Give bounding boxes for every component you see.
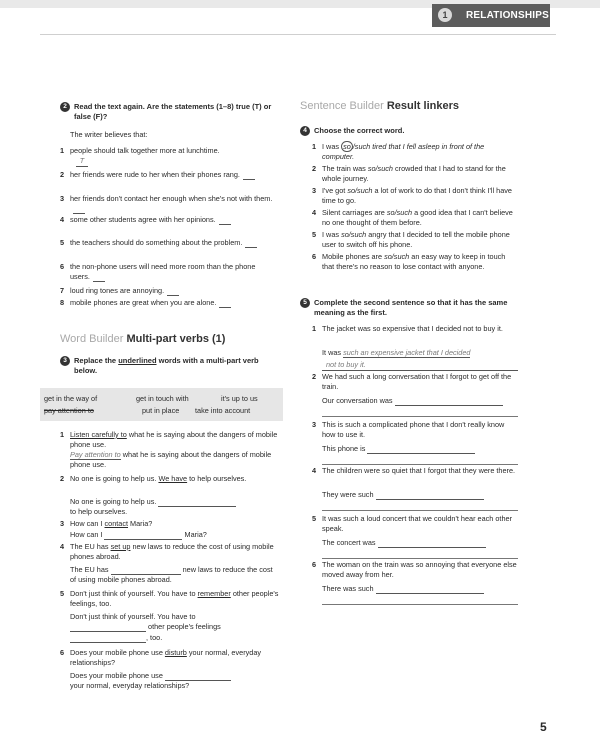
item-text: her friends don't contact her enough when she's not with them. <box>70 194 273 203</box>
item-text: The woman on the train was so annoying that everyone else moved away from her. <box>322 560 517 579</box>
instruction-underlined: underlined <box>118 356 157 365</box>
word-box-item-used: pay attention to <box>44 406 94 415</box>
item-text: Mobile phones are <box>322 252 385 261</box>
answer-line[interactable] <box>322 558 518 559</box>
item-text: Don't just think of yourself. You have to <box>70 612 196 621</box>
item-text: It was such a loud concert that we couldn't hear each other speak. <box>322 514 513 533</box>
exercise-number: 3 <box>60 356 70 366</box>
item-text: loud ring tones are annoying. <box>70 286 165 295</box>
word-box-item: it's up to us <box>221 394 258 403</box>
word-builder-heading <box>60 333 225 346</box>
word-box-item: put in place <box>142 406 180 415</box>
exercise-3-item-3-stem <box>70 530 207 540</box>
item-number: 3 <box>312 186 317 195</box>
answer-blank[interactable] <box>158 506 236 507</box>
underlined-phrase: contact <box>104 519 129 528</box>
item-number: 5 <box>60 238 65 247</box>
exercise-3-item-1-answer <box>70 450 280 470</box>
item-number: 1 <box>312 324 317 333</box>
item-number: 1 <box>60 146 65 155</box>
exercise-number: 2 <box>60 102 70 112</box>
page-number: 5 <box>540 720 547 734</box>
unit-banner <box>432 4 550 27</box>
item-text: We had such a long conversation that I forgot to get off the train. <box>322 372 512 391</box>
item-stem: They were such <box>322 490 374 499</box>
item-text: the teachers should do something about the problem. <box>70 238 243 247</box>
item-stem: There was such <box>322 584 374 593</box>
item-text: Maria? <box>128 519 153 528</box>
item-number: 6 <box>60 262 65 271</box>
word-choice[interactable]: so/such <box>341 230 367 239</box>
handwritten-answer: Pay attention to <box>70 450 121 459</box>
item-stem: The concert was <box>322 538 376 547</box>
exercise-3-item-4-stem <box>70 565 280 585</box>
true-false-answer[interactable] <box>93 281 105 282</box>
exercise-5-instruction: Complete the second sentence so that it has the same meaning as the first. <box>314 298 508 317</box>
exercise-number: 4 <box>300 126 310 136</box>
item-text: new laws to reduce the cost of using mobile phones abroad. <box>70 565 273 584</box>
word-choice[interactable]: so/such <box>347 186 373 195</box>
exercise-2-instruction: Read the text again. Are the statements (1–8) true (T) or false (F)? <box>74 102 272 121</box>
item-text: Maria? <box>184 530 207 539</box>
item-text: Don't just think of yourself. You have to <box>70 589 198 598</box>
item-text: Does your mobile phone use <box>70 648 165 657</box>
exercise-3-item-5-stem <box>70 622 221 632</box>
item-number: 4 <box>60 215 65 224</box>
item-number: 2 <box>312 164 317 173</box>
answer-line[interactable] <box>322 416 518 417</box>
item-text: , too. <box>146 633 163 642</box>
true-false-answer[interactable] <box>243 179 255 180</box>
item-text: This is such a complicated phone that I don't really know how to use it. <box>322 420 505 439</box>
exercise-2-lead: The writer believes that: <box>70 130 148 139</box>
answer-blank[interactable] <box>376 499 484 500</box>
answer-blank[interactable] <box>367 453 475 454</box>
answer-line[interactable] <box>322 604 518 605</box>
item-number: 6 <box>312 560 317 569</box>
item-text: other people's feelings, too. <box>70 589 279 608</box>
item-text: No one is going to help us. <box>70 474 159 483</box>
item-text: to help ourselves. <box>187 474 247 483</box>
exercise-5-heading <box>300 298 525 318</box>
item-number: 3 <box>60 194 65 203</box>
answer-blank[interactable] <box>70 642 146 643</box>
true-false-answer[interactable]: T <box>76 156 88 167</box>
exercise-5-item-1-answer-line2 <box>322 360 518 371</box>
item-number: 5 <box>312 230 317 239</box>
item-text: an easy way to keep in touch that there's no reason to lose contact with anyone. <box>322 252 506 271</box>
true-false-answer[interactable] <box>167 295 179 296</box>
exercise-3-item-2-stem <box>70 497 236 507</box>
item-text: what he is saying about the dangers of mobile phone use. <box>70 430 278 449</box>
item-text: new laws to reduce the cost of using mobile phones abroad. <box>70 542 274 561</box>
item-text: No one is going to help us. <box>70 497 157 506</box>
true-false-answer[interactable] <box>73 213 85 214</box>
word-choice[interactable]: so/such <box>386 208 413 217</box>
exercise-5-item-stem <box>322 444 518 454</box>
exercise-number: 5 <box>300 298 310 308</box>
underlined-phrase: set up <box>110 542 131 551</box>
word-choice[interactable]: so/such <box>384 252 410 261</box>
word-box <box>40 388 283 421</box>
exercise-5-items <box>312 324 522 614</box>
exercise-5-item-stem <box>322 584 518 594</box>
item-text: The EU has <box>70 565 109 574</box>
instruction-part: Replace the <box>74 356 119 365</box>
exercise-2-heading <box>60 102 285 122</box>
item-text: /such tired that I fell asleep in front of the computer. <box>322 142 485 161</box>
handwritten-answer: not to buy it. <box>326 360 366 369</box>
item-number: 3 <box>312 420 317 429</box>
true-false-answer[interactable] <box>219 224 231 225</box>
exercise-3-items: 1 Listen carefully to what he is saying about the dangers of mobile phone use. Pay attention to what he is saying about the dangers of mobile phone use. 2 No one is going to help us. We have to help ourselves. No one is going to help us. to help ourselves. 3 How can I contact Maria? How can I Maria? 4 The EU has set up new laws to reduce the cost of using mobile phones abroad. The EU has new laws to reduce the cost of using mobile phones abroad. 5 Don't just think of yourself. You have to remember other people's feelings, too. Don't just think of yourself. You have to other people's feelings , too. 6 Does your mobile phone use disturb your normal, everyday relationships? Does your mobile phone use your normal, everyday relationships? <box>60 430 279 690</box>
exercise-3-item-6-stem <box>70 671 231 681</box>
answer-blank[interactable] <box>378 547 486 548</box>
header-rule <box>40 34 556 35</box>
item-text: other people's feelings <box>148 622 221 631</box>
word-choice[interactable]: so/such <box>367 164 393 173</box>
answer-line[interactable] <box>322 510 518 511</box>
item-text: your normal, everyday relationships? <box>70 681 190 690</box>
item-text: the non-phone users will need more room than the phone users. <box>70 262 256 281</box>
item-number: 4 <box>312 208 317 217</box>
item-text: your normal, everyday relationships? <box>70 648 262 667</box>
item-number: 6 <box>312 252 317 261</box>
item-number: 4 <box>312 466 317 475</box>
underlined-phrase: disturb <box>164 648 187 657</box>
underlined-phrase: remember <box>197 589 231 598</box>
exercise-5-item-stem <box>322 490 518 500</box>
item-text: what he is saying about the dangers of mobile phone use. <box>70 450 272 469</box>
item-text: I was <box>322 142 342 151</box>
item-text: angry that I decided to tell the mobile phone user to switch off his phone. <box>322 230 510 249</box>
item-text: How can I <box>70 519 105 528</box>
word-box-item: get in touch with <box>136 394 189 403</box>
unit-number: 1 <box>438 8 452 22</box>
sentence-builder-label: Sentence Builder <box>300 100 384 112</box>
item-number: 2 <box>312 372 317 381</box>
item-number: 7 <box>60 286 65 295</box>
item-text: Silent carriages are <box>322 208 387 217</box>
word-builder-label: Word Builder <box>60 333 124 345</box>
sentence-builder-title: Result linkers <box>386 100 459 112</box>
item-stem: This phone is <box>322 444 366 453</box>
underlined-phrase: Listen carefully to <box>70 430 127 439</box>
handwritten-answer: such an expensive jacket that I decided <box>343 348 471 357</box>
item-text: How can I <box>70 530 103 539</box>
exercise-4-heading <box>300 126 404 136</box>
answer-blank[interactable] <box>104 539 182 540</box>
exercise-4-items: 1 I was so /such tired that I fell asleep in front of the computer. 2 The train was so/such crowded that I had to stand for the whole journey. 3 I've got so/such a lot of work to do that I don't think I'll have time to go. 4 Silent carriages are so/such a good idea that I can't believe no one thought of them before. 5 I was so/such angry that I decided to tell the mobile phone user to switch off his phone. 6 Mobile phones are so/such an easy way to keep in touch that there's no reason to lose contact with anyone. <box>312 142 513 271</box>
word-box-item: take into account <box>195 406 251 415</box>
item-number: 8 <box>60 298 65 307</box>
true-false-answer[interactable] <box>219 307 231 308</box>
true-false-answer[interactable] <box>245 247 257 248</box>
item-stem: It was <box>322 348 342 357</box>
item-text: I was <box>322 230 342 239</box>
item-number: 2 <box>60 170 65 179</box>
item-text: The jacket was so expensive that I decided not to buy it. <box>322 324 503 333</box>
item-text: a good idea that I can't believe no one thought of them before. <box>322 208 513 227</box>
answer-line[interactable] <box>322 464 518 465</box>
item-text: a lot of work to do that I don't think I'll have time to go. <box>322 186 512 205</box>
item-text: The children were so quiet that I forgot that they were there. <box>322 466 516 475</box>
underlined-phrase: We have <box>158 474 188 483</box>
word-builder-title: Multi-part verbs (1) <box>126 333 226 345</box>
exercise-5-item-1-answer <box>322 348 518 358</box>
exercise-4-instruction: Choose the correct word. <box>314 126 405 135</box>
item-text: The train was <box>322 164 368 173</box>
sentence-builder-heading <box>300 100 459 113</box>
exercise-3-item-5-stem-end <box>70 633 162 643</box>
answer-blank[interactable] <box>376 593 484 594</box>
item-number: 5 <box>312 514 317 523</box>
exercise-5-item-stem <box>322 396 518 406</box>
unit-title: RELATIONSHIPS <box>466 10 549 21</box>
item-text: The EU has <box>70 542 111 551</box>
instruction-part: words with a multi-part verb below. <box>74 356 259 375</box>
item-text: crowded that I had to stand for the whole journey. <box>322 164 506 183</box>
word-box-item: get in the way of <box>44 394 98 403</box>
exercise-5-item-stem <box>322 538 518 548</box>
item-text: Does your mobile phone use <box>70 671 163 680</box>
answer-blank[interactable] <box>395 405 503 406</box>
answer-blank[interactable] <box>70 631 146 632</box>
item-text: to help ourselves. <box>70 507 128 516</box>
item-text: mobile phones are great when you are alone. <box>70 298 217 307</box>
item-text: some other students agree with her opinions. <box>70 215 216 224</box>
item-text: I've got <box>322 186 348 195</box>
circled-answer[interactable]: so <box>343 142 351 151</box>
item-text: people should talk together more at lunchtime. <box>70 146 220 155</box>
item-stem: Our conversation was <box>322 396 393 405</box>
exercise-3-heading <box>60 356 285 376</box>
item-text: her friends were rude to her when their phones rang. <box>70 170 240 179</box>
